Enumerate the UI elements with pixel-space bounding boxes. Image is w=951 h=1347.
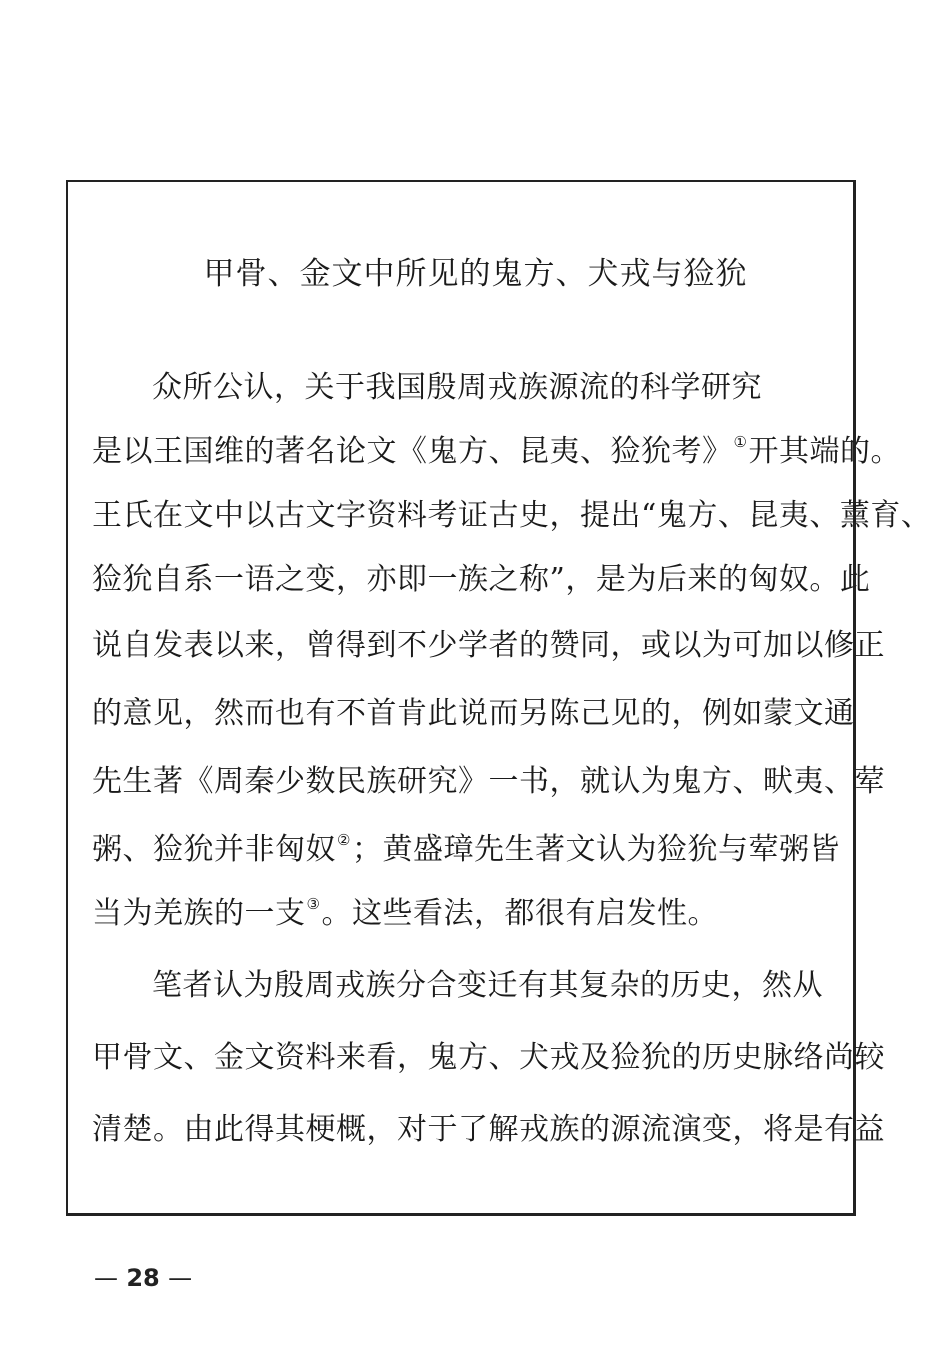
footnote-marker[interactable]: ① [733,433,748,451]
line-text: 甲骨文、金文资料来看，鬼方、犬戎及猃狁的历史脉络尚较 [92,1040,885,1075]
paragraph-line [92,1032,885,1076]
page-footer [94,1264,192,1292]
line-text: ；黄盛璋先生著文认为猃狁与荤粥皆 [351,832,840,867]
paragraph-line [152,362,762,406]
paragraph-line [92,490,931,534]
line-text: 众所公认，关于我国殷周戎族源流的科学研究 [152,370,762,405]
paragraph-line [152,960,823,1004]
paragraph-line [92,554,870,598]
footer-dash-left: — [94,1264,118,1292]
paragraph-line [92,824,840,868]
line-text: 粥、猃狁并非匈奴 [92,832,336,867]
line-text: 先生著《周秦少数民族研究》一书，就认为鬼方、畎夷、荤 [92,764,885,799]
paragraph-line [92,756,885,800]
line-text: 笔者认为殷周戎族分合变迁有其复杂的历史，然从 [152,968,823,1003]
paragraph-line [92,888,718,932]
line-text: 王氏在文中以古文字资料考证古史，提出“鬼方、昆夷、薰育、 [92,498,932,533]
page-number: 28 [126,1264,160,1292]
line-text: 的意见，然而也有不首肯此说而另陈己见的，例如蒙文通 [92,696,855,731]
footnote-marker[interactable]: ③ [306,895,321,913]
paragraph-line [92,620,885,664]
line-text: 是以王国维的著名论文《鬼方、昆夷、猃狁考》 [92,434,733,469]
line-text: 猃狁自系一语之变，亦即一族之称”，是为后来的匈奴。此 [92,562,871,597]
footnote-marker[interactable]: ② [337,831,351,849]
line-text: 清楚。由此得其梗概，对于了解戎族的源流演变，将是有益 [92,1112,885,1147]
line-text: 说自发表以来，曾得到不少学者的赞同，或以为可加以修正 [92,628,885,663]
paragraph-line [92,426,901,470]
footer-dash-right: — [168,1264,193,1292]
page-title: 甲骨、金文中所见的鬼方、犬戎与猃狁 [203,256,748,292]
line-text: 当为羌族的一支 [92,896,306,931]
paragraph-line [92,1104,885,1148]
paragraph-line [92,688,855,732]
line-text: 。这些看法，都很有启发性。 [321,896,718,931]
line-text: 开其端的。 [748,434,901,469]
